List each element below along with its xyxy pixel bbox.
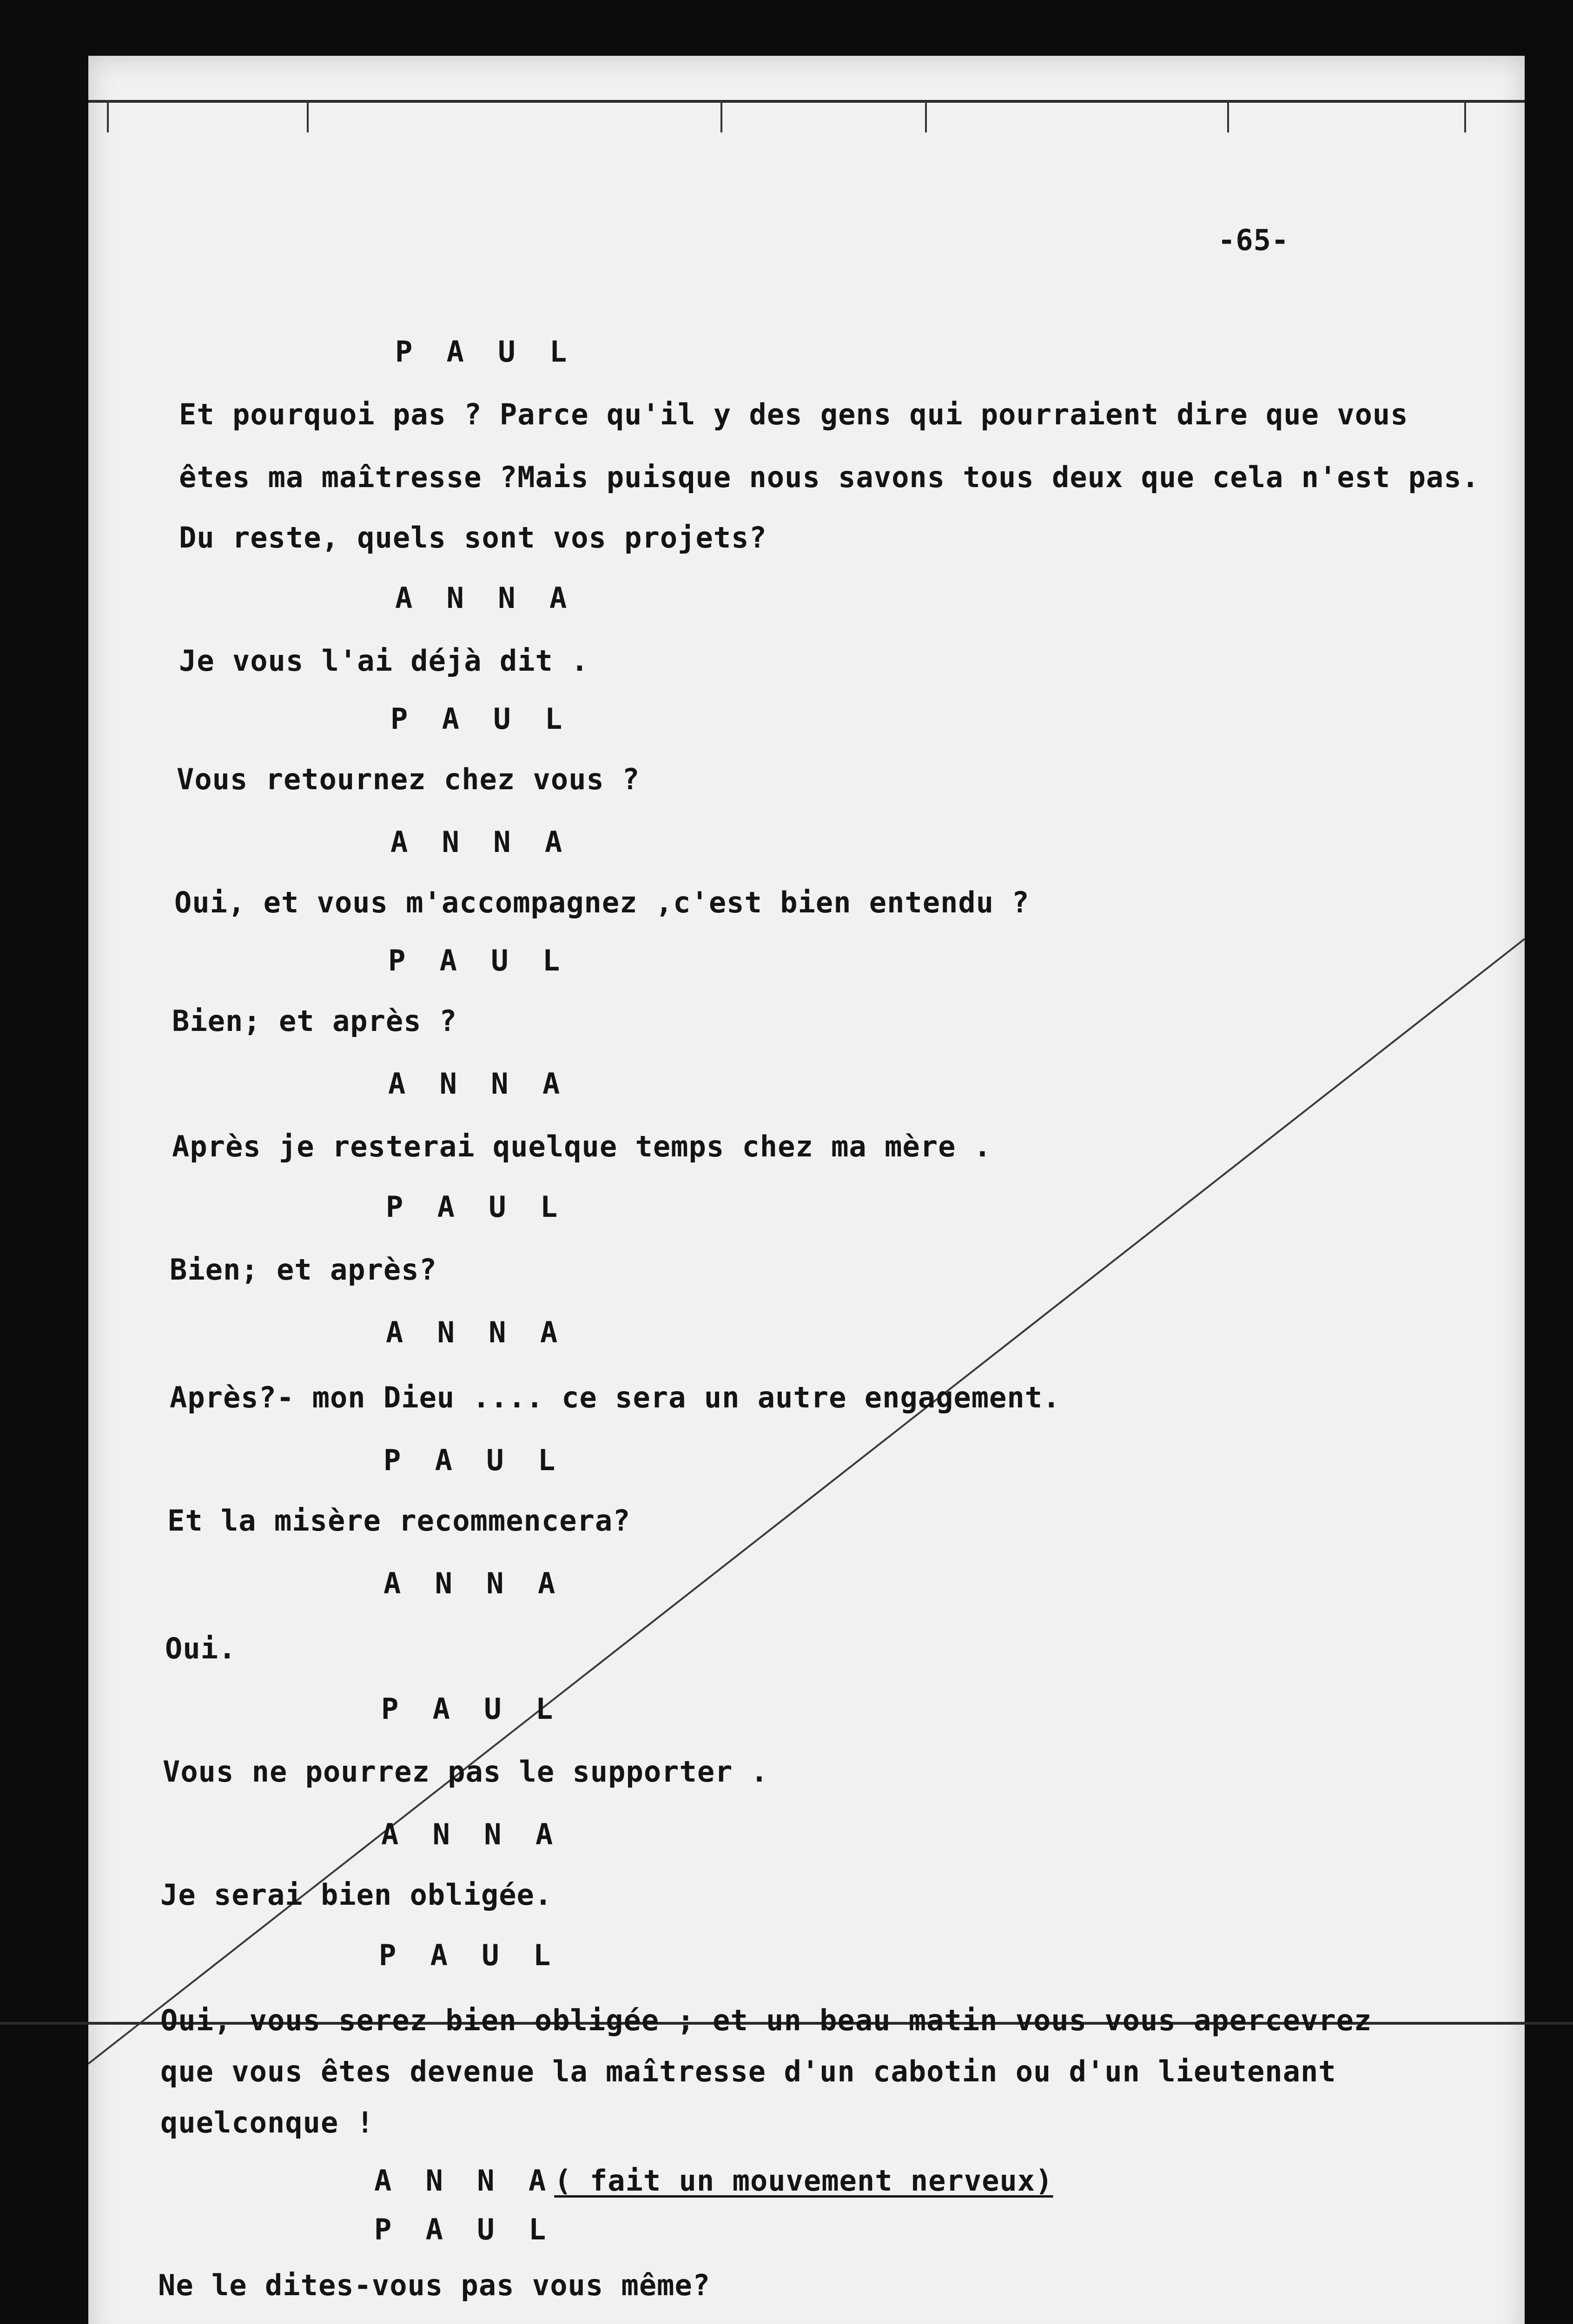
dialogue-line: Après je resterai quelque temps chez ma mère .	[172, 1129, 992, 1163]
speaker-anna: A N N A	[381, 1817, 562, 1851]
dialogue-line: êtes ma maîtresse ?Mais puisque nous savons tous deux que cela n'est pas.	[179, 460, 1480, 494]
speaker-anna: A N N A	[386, 1315, 566, 1349]
speaker-paul: P A U L	[379, 1938, 559, 1972]
speaker-anna: A N N A	[374, 2164, 555, 2198]
speaker-anna: A N N A	[383, 1566, 564, 1600]
speaker-anna: A N N A	[395, 581, 575, 615]
diagonal-crease	[88, 56, 1525, 2324]
speaker-paul: P A U L	[395, 335, 575, 369]
dialogue-line: Vous ne pourrez pas le supporter .	[163, 1755, 769, 1789]
dialogue-line: quelconque !	[160, 2106, 374, 2139]
dialogue-line: Bien; et après ?	[172, 1004, 457, 1038]
dialogue-line: Après?- mon Dieu .... ce sera un autre engagement.	[170, 1380, 1061, 1414]
speaker-paul: P A U L	[388, 944, 568, 977]
dialogue-line: Oui, et vous m'accompagnez ,c'est bien entendu ?	[174, 885, 1030, 919]
dialogue-line: Ne le dites-vous pas vous même?	[158, 2268, 711, 2302]
speaker-paul: P A U L	[383, 1443, 564, 1477]
dialogue-line: Du reste, quels sont vos projets?	[179, 521, 767, 555]
dialogue-line: Et pourquoi pas ? Parce qu'il y des gens qui pourraient dire que vous	[179, 397, 1408, 431]
speaker-paul: P A U L	[390, 702, 571, 736]
dialogue-line: Bien; et après?	[170, 1253, 437, 1287]
speaker-anna: A N N A	[388, 1067, 568, 1101]
speaker-anna-with-direction	[374, 2164, 1053, 2198]
dialogue-line: Je vous l'ai déjà dit .	[179, 644, 589, 678]
speaker-anna: A N N A	[390, 825, 571, 859]
speaker-paul: P A U L	[374, 2212, 555, 2246]
dialogue-line: que vous êtes devenue la maîtresse d'un cabotin ou d'un lieutenant	[160, 2054, 1336, 2088]
dialogue-line: Je serai bien obligée.	[160, 1878, 553, 1912]
speaker-paul: P A U L	[386, 1190, 566, 1224]
dialogue-line: Oui.	[165, 1631, 237, 1665]
typed-page	[88, 56, 1525, 2324]
speaker-paul: P A U L	[381, 1692, 562, 1726]
dialogue-line: Vous retournez chez vous ?	[177, 762, 640, 796]
page-number: -65-	[1218, 223, 1289, 257]
stage-direction: ( fait un mouvement nerveux)	[554, 2164, 1053, 2198]
dialogue-line: Oui, vous serez bien obligée ; et un beau matin vous vous apercevrez	[160, 2003, 1372, 2037]
dialogue-line: Et la misère recommencera?	[167, 1504, 631, 1538]
